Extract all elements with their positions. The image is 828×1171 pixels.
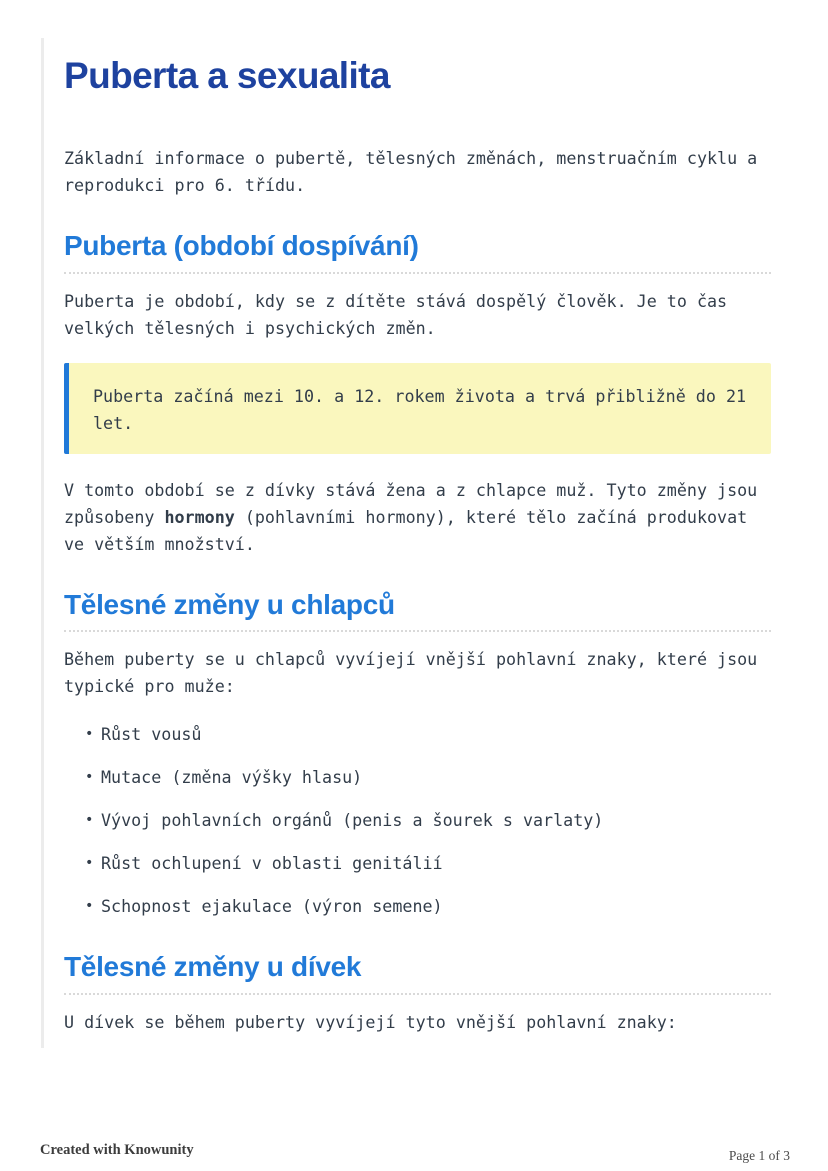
hormones-paragraph (64, 477, 771, 558)
puberta-paragraph: Puberta je období, kdy se z dítěte stává dospělý člověk. Je to čas velkých tělesných i psychických změn. (64, 290, 728, 338)
paragraph-text-before: V tomto období se z dívky stává žena a z chlapce muž. Tyto změny jsou způsobeny (64, 479, 758, 527)
footer-page-number: Page 1 of 3 (728, 1148, 790, 1163)
list-item-text: Schopnost ejakulace (výron semene) (101, 896, 443, 917)
list-item (64, 893, 771, 920)
footer-created-with: Created with Knowunity (40, 1142, 194, 1158)
intro-paragraph: Základní informace o pubertě, tělesných změnách, menstruačním cyklu a reprodukci pro 6. třídu. (64, 147, 758, 195)
list-item (64, 850, 771, 877)
list-item (64, 721, 771, 748)
section-heading-puberta: Puberta (období dospívání) (64, 229, 771, 274)
list-item (64, 764, 771, 791)
list-item-text: Vývoj pohlavních orgánů (penis a šourek s varlaty) (101, 810, 604, 831)
page-title: Puberta a sexualita (64, 55, 390, 96)
bullet-icon: • (85, 855, 94, 872)
paragraph-text-after: (pohlavními hormony), které tělo začíná produkovat ve větším množství. (64, 506, 748, 554)
list-item-text: Růst vousů (101, 724, 202, 745)
bullet-icon: • (85, 769, 94, 786)
bullet-icon: • (85, 726, 94, 743)
bold-term-hormony: hormony (164, 506, 235, 527)
girls-paragraph: U dívek se během puberty vyvíjejí tyto vnější pohlavní znaky: (64, 1011, 677, 1032)
bullet-icon: • (85, 898, 94, 915)
list-item-text: Růst ochlupení v oblasti genitálií (101, 853, 443, 874)
bullet-icon: • (85, 812, 94, 829)
boys-changes-list (64, 721, 771, 920)
section-heading-boys: Tělesné změny u chlapců (64, 588, 771, 633)
document-page (64, 0, 771, 1036)
boys-paragraph: Během puberty se u chlapců vyvíjejí vnější pohlavní znaky, které jsou typické pro muže: (64, 649, 758, 697)
callout-text: Puberta začíná mezi 10. a 12. rokem života a trvá přibližně do 21 let. (93, 385, 747, 433)
highlight-callout (64, 363, 771, 454)
list-item-text: Mutace (změna výšky hlasu) (101, 767, 363, 788)
section-heading-girls: Tělesné změny u dívek (64, 950, 771, 995)
list-item (64, 807, 771, 834)
page-left-edge (41, 38, 44, 1048)
